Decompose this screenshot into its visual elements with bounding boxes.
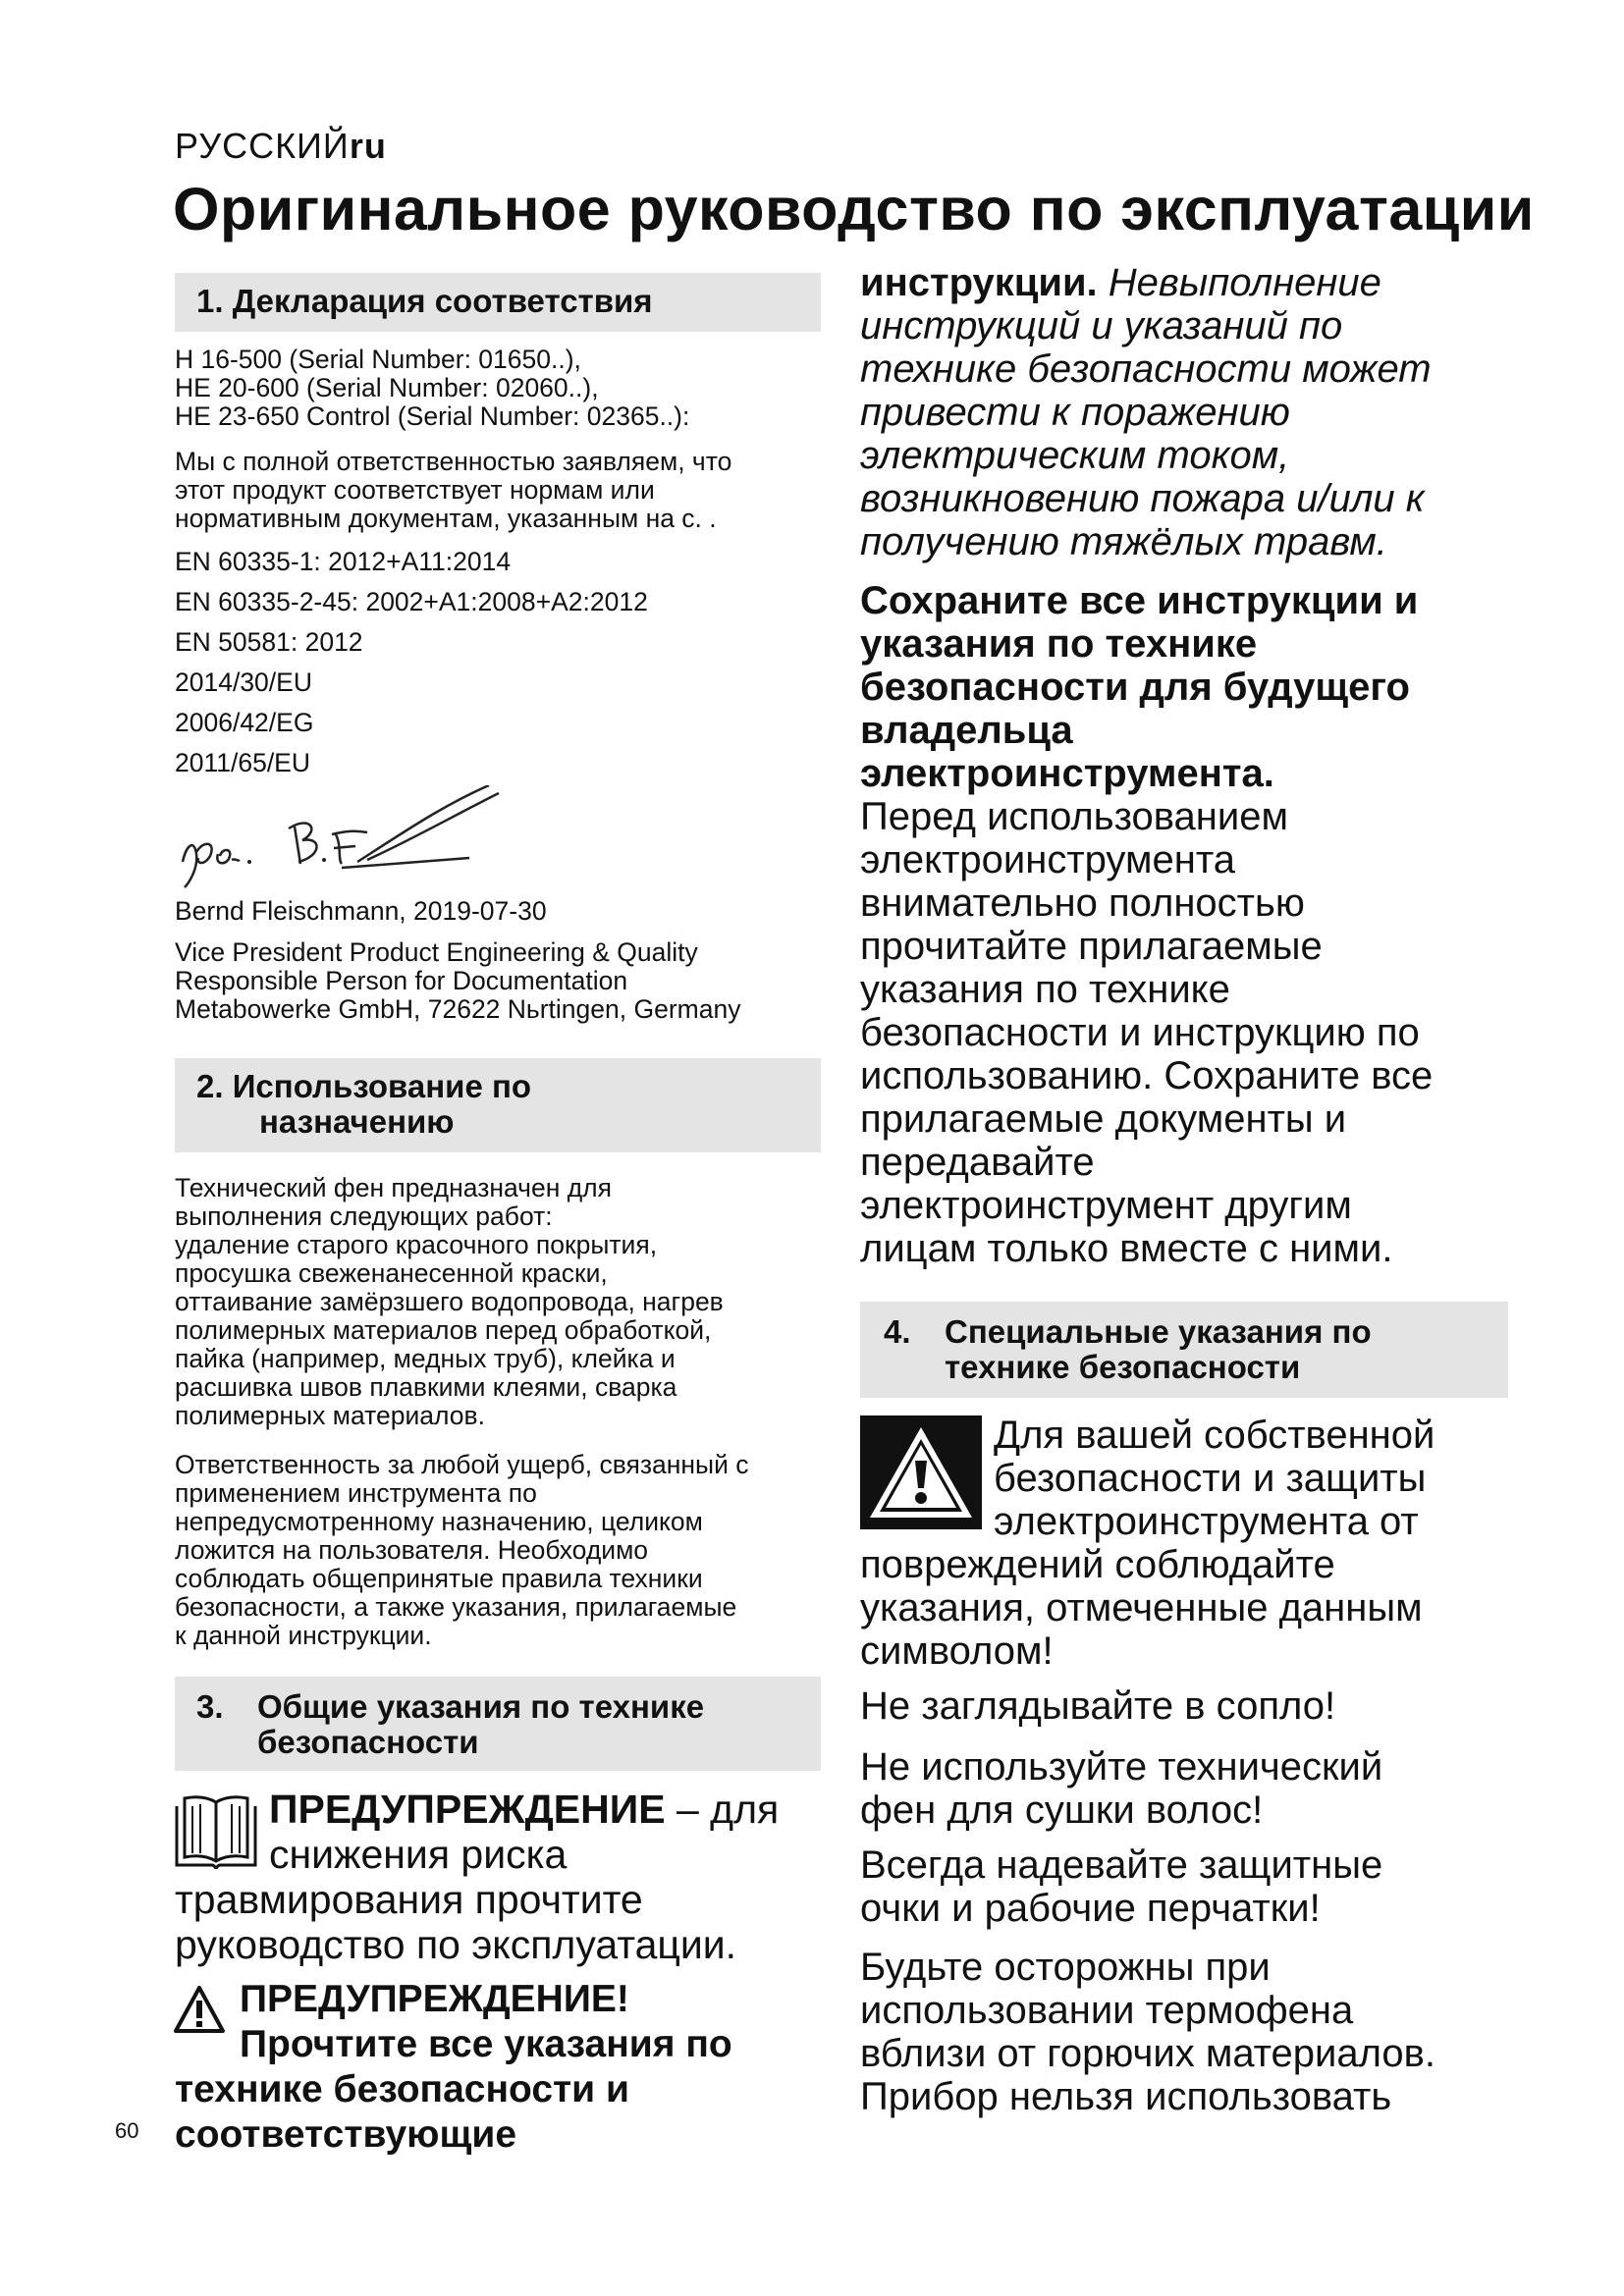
warning-symbol-icon [860, 1415, 982, 1529]
model-line: H 16-500 (Serial Number: 01650..), [175, 345, 581, 374]
signer-name: Bernd Fleischmann, 2019-07-30 [175, 896, 547, 926]
intended-use-text: Технический фен предназначен для выполнения следующих работ: удаление старого красочного покрытия, просушка свеженанесенной краски, оттаивание замёрзшего водопровода, нагрев полимерных материалов перед обработкой, пайка (например, медных труб), клейка и расшивка швов плавкими клеями, сварка полимерных материалов. [175, 1173, 724, 1430]
manual-book-icon [173, 1792, 259, 1871]
section-1-heading-band [175, 273, 821, 332]
safety-instruction: Не используйте технический фен для сушки волос! [860, 1745, 1383, 1832]
signer-info: Vice President Product Engineering & Quality Responsible Person for Documentation Metabowerke GmbH, 72622 Nьrtingen, Germany [175, 937, 741, 1024]
section-2-heading-line: 2. Использование по [196, 1068, 532, 1104]
signature-image [175, 785, 509, 888]
save-instructions: Сохраните все инструкции и указания по технике безопасности для будущего владельца электроинструмента. [860, 579, 1419, 795]
section-2-heading-band [175, 1058, 821, 1152]
safety-instruction: Всегда надевайте защитные очки и рабочие перчатки! [860, 1843, 1383, 1930]
section-3-heading-band [175, 1677, 821, 1771]
safety-instruction: Не заглядывайте в сопло! [860, 1684, 1336, 1728]
liability-text: Ответственность за любой ущерб, связанный с применением инструмента по непредусмотренному назначению, целиком ложится на пользователя. Необходимо соблюдать общепринятые правила техники безопасности, а также указания, прилагаемые к данной инструкции. [175, 1450, 749, 1650]
section-4-heading-band [860, 1302, 1508, 1398]
standard-item: 2014/30/EU [175, 667, 312, 697]
warning-read-safety: ПРЕДУПРЕЖДЕНИЕ! [240, 1978, 629, 2020]
section-3-heading-line: безопасности [257, 1724, 479, 1760]
declaration-text: Мы с полной ответственностью заявляем, что этот продукт соответствует нормам или нормативным документам, указанным на с. . [175, 447, 732, 533]
warning-read-manual: ПРЕДУПРЕЖДЕНИЕ – для [269, 1787, 780, 1832]
language-label: РУССКИЙru [175, 126, 387, 166]
standard-item: EN 60335-1: 2012+A11:2014 [175, 547, 512, 576]
standard-item: 2006/42/EG [175, 708, 314, 737]
read-before-use-text: Перед использованием электроинструмента внимательно полностью прочитайте прилагаемые указания по технике безопасности и инструкцию по использованию. Сохраните все прилагаемые документы и передавайте электроинструмент другим лицам только вместе с ними. [860, 795, 1434, 1270]
standard-item: EN 60335-2-45: 2002+A1:2008+A2:2012 [175, 587, 648, 616]
section-2-heading-line: назначению [259, 1103, 455, 1140]
warning-triangle-icon [173, 1985, 226, 2034]
section-4-heading-line: технике безопасности [945, 1349, 1301, 1385]
symbol-explanation: Для вашей собственной безопасности и защиты электроинструмента от [994, 1414, 1435, 1543]
safety-instruction: Будьте осторожны при использовании термофена вблизи от горючих материалов. Прибор нельзя использовать [860, 1946, 1436, 2118]
warning-continuation: инструкции. Невыполнение инструкций и указаний по технике безопасности может привести к поражению электрическим током, возникновению пожара и/или к получению тяжёлых травм. [860, 261, 1432, 563]
standard-item: 2011/65/EU [175, 748, 310, 777]
model-line: HE 23-650 Control (Serial Number: 02365..): [175, 401, 690, 431]
section-1-heading: 1. Декларация соответствия [196, 283, 653, 319]
standard-item: EN 50581: 2012 [175, 627, 363, 657]
model-line: HE 20-600 (Serial Number: 02060..), [175, 373, 599, 402]
page-title: Оригинальное руководство по эксплуатации [173, 176, 1535, 242]
page-number: 60 [115, 2118, 139, 2143]
model-list [175, 346, 823, 431]
section-3-heading-line: Общие указания по технике [257, 1688, 705, 1725]
section-4-heading-line: Специальные указания по [945, 1313, 1372, 1350]
section-3-number: 3. [196, 1688, 224, 1725]
section-4-number: 4. [884, 1313, 911, 1350]
symbol-explanation-continued: повреждений соблюдайте указания, отмеченные данным символом! [860, 1543, 1423, 1673]
